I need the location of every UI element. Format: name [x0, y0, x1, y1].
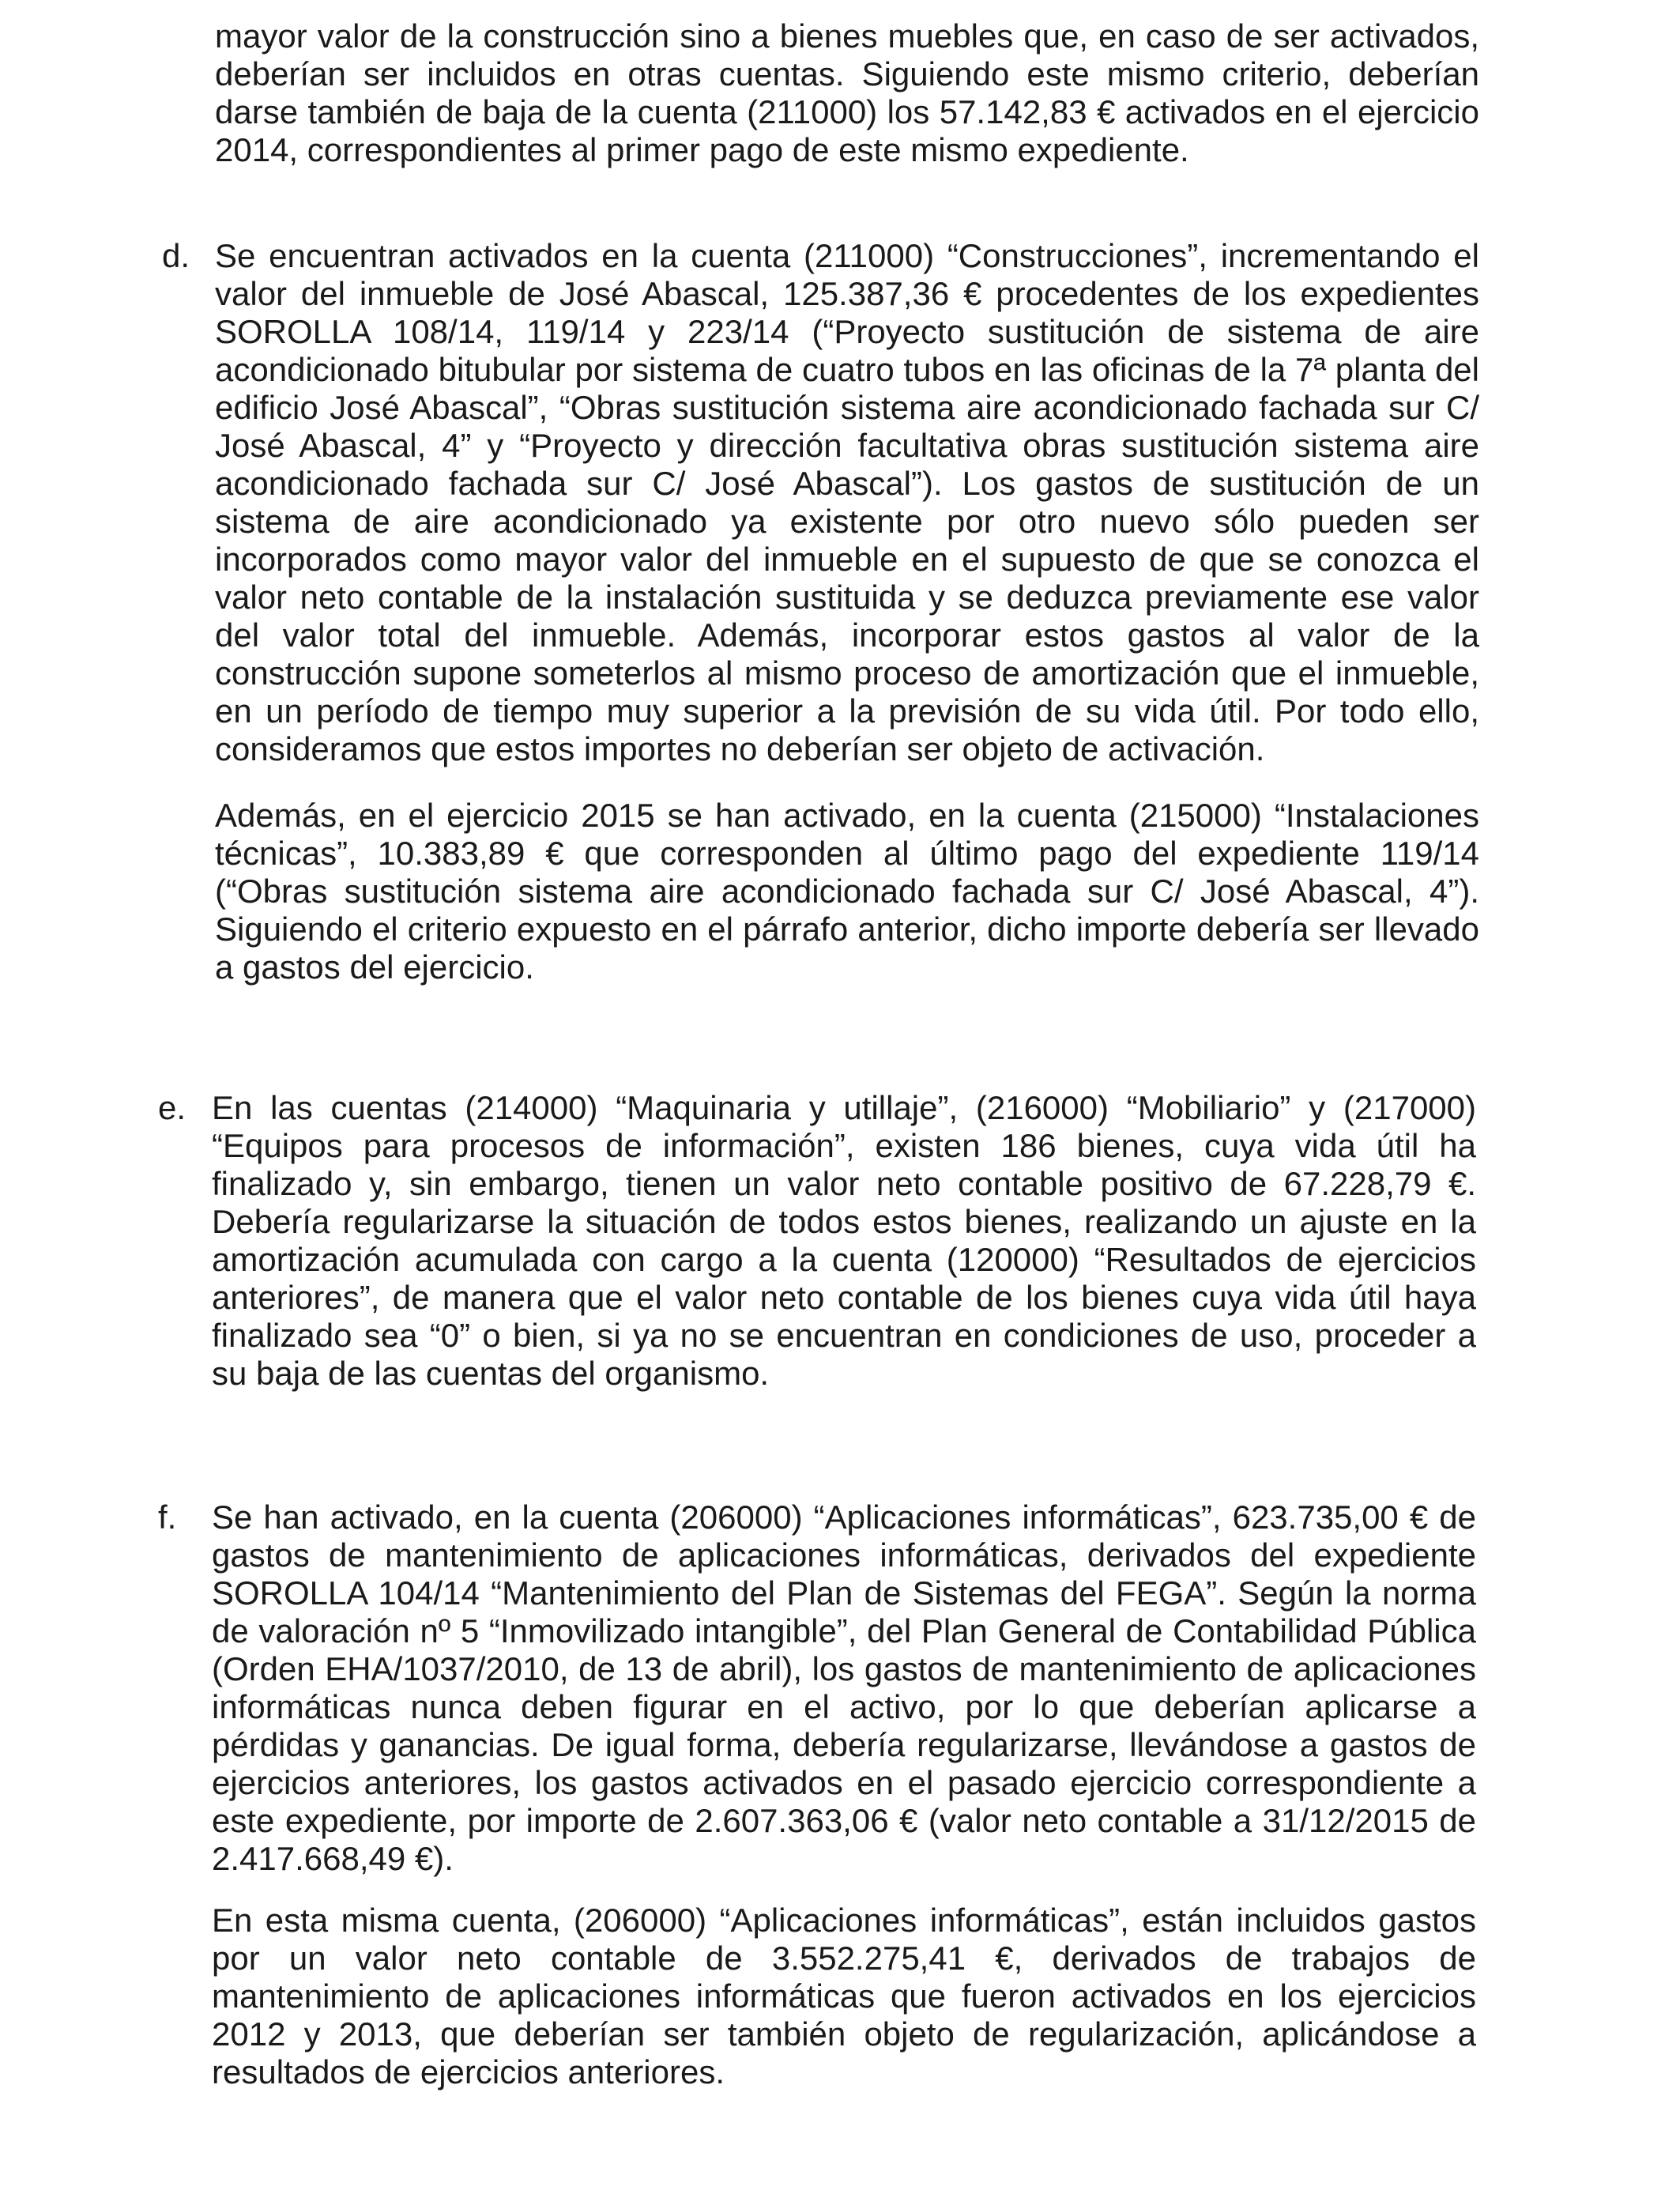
item-f-paragraph-2: En esta misma cuenta, (206000) “Aplicaciones informáticas”, están incluidos gastos por un valor neto contable de 3.552.275,41 €, derivados de trabajos de mantenimiento de aplicaciones informáticas que fueron activados en los ejercicios 2012 y 2013, que deberían ser también objeto de regularización, aplicándose a resultados de ejercicios anteriores. [212, 1902, 1476, 2090]
item-f-paragraph-1: Se han activado, en la cuenta (206000) “Aplicaciones informáticas”, 623.735,00 € de gastos de mantenimiento de aplicaciones informáticas, derivados del expediente SOROLLA 104/14 “Mantenimiento del Plan de Sistemas del FEGA”. Según la norma de valoración nº 5 “Inmovilizado intangible”, del Plan General de Contabilidad Pública (Orden EHA/1037/2010, de 13 de abril), los gastos de mantenimiento de aplicaciones informáticas nunca deben figurar en el activo, por lo que deberían aplicarse a pérdidas y ganancias. De igual forma, debería regularizarse, llevándose a gastos de ejercicios anteriores, los gastos activados en el pasado ejercicio correspondiente a este expediente, por importe de 2.607.363,06 € (valor neto contable a 31/12/2015 de 2.417.668,49 €). [212, 1498, 1476, 1877]
item-e-label: e. [158, 1089, 186, 1126]
item-d-paragraph-1: Se encuentran activados en la cuenta (211000) “Construcciones”, incrementando el valor del inmueble de José Abascal, 125.387,36 € procedentes de los expedientes SOROLLA 108/14, 119/14 y 223/14 (“Proyecto sustitución de sistema de aire acondicionado bitubular por sistema de cuatro tubos en las oficinas de la 7ª planta del edificio José Abascal”, “Obras sustitución sistema aire acondicionado fachada sur C/ José Abascal, 4” y “Proyecto y dirección facultativa obras sustitución sistema aire acondicionado fachada sur C/ José Abascal”). Los gastos de sustitución de un sistema de aire acondicionado ya existente por otro nuevo sólo pueden ser incorporados como mayor valor del inmueble en el supuesto de que se conozca el valor neto contable de la instalación sustituida y se deduzca previamente ese valor del valor total del inmueble. Además, incorporar estos gastos al valor de la construcción supone someterlos al mismo proceso de amortización que el inmueble, en un período de tiempo muy superior a la previsión de su vida útil. Por todo ello, consideramos que estos importes no deberían ser objeto de activación. [215, 237, 1479, 767]
item-c-continuation: mayor valor de la construcción sino a bienes muebles que, en caso de ser activados, deberían ser incluidos en otras cuentas. Siguiendo este mismo criterio, deberían darse también de baja de la cuenta (211000) los 57.142,83 € activados en el ejercicio 2014, correspondientes al primer pago de este mismo expediente. [215, 17, 1479, 168]
item-f-label: f. [158, 1498, 177, 1536]
item-d-label: d. [162, 237, 190, 274]
item-e-paragraph-1: En las cuentas (214000) “Maquinaria y utillaje”, (216000) “Mobiliario” y (217000) “Equipos para procesos de información”, existen 186 bienes, cuya vida útil ha finalizado y, sin embargo, tienen un valor neto contable positivo de 67.228,79 €. Debería regularizarse la situación de todos estos bienes, realizando un ajuste en la amortización acumulada con cargo a la cuenta (120000) “Resultados de ejercicios anteriores”, de manera que el valor neto contable de los bienes cuya vida útil haya finalizado sea “0” o bien, si ya no se encuentran en condiciones de uso, proceder a su baja de las cuentas del organismo. [212, 1089, 1476, 1392]
item-d-paragraph-2: Además, en el ejercicio 2015 se han activado, en la cuenta (215000) “Instalaciones técnicas”, 10.383,89 € que corresponden al último pago del expediente 119/14 (“Obras sustitución sistema aire acondicionado fachada sur C/ José Abascal, 4”). Siguiendo el criterio expuesto en el párrafo anterior, dicho importe debería ser llevado a gastos del ejercicio. [215, 797, 1479, 986]
